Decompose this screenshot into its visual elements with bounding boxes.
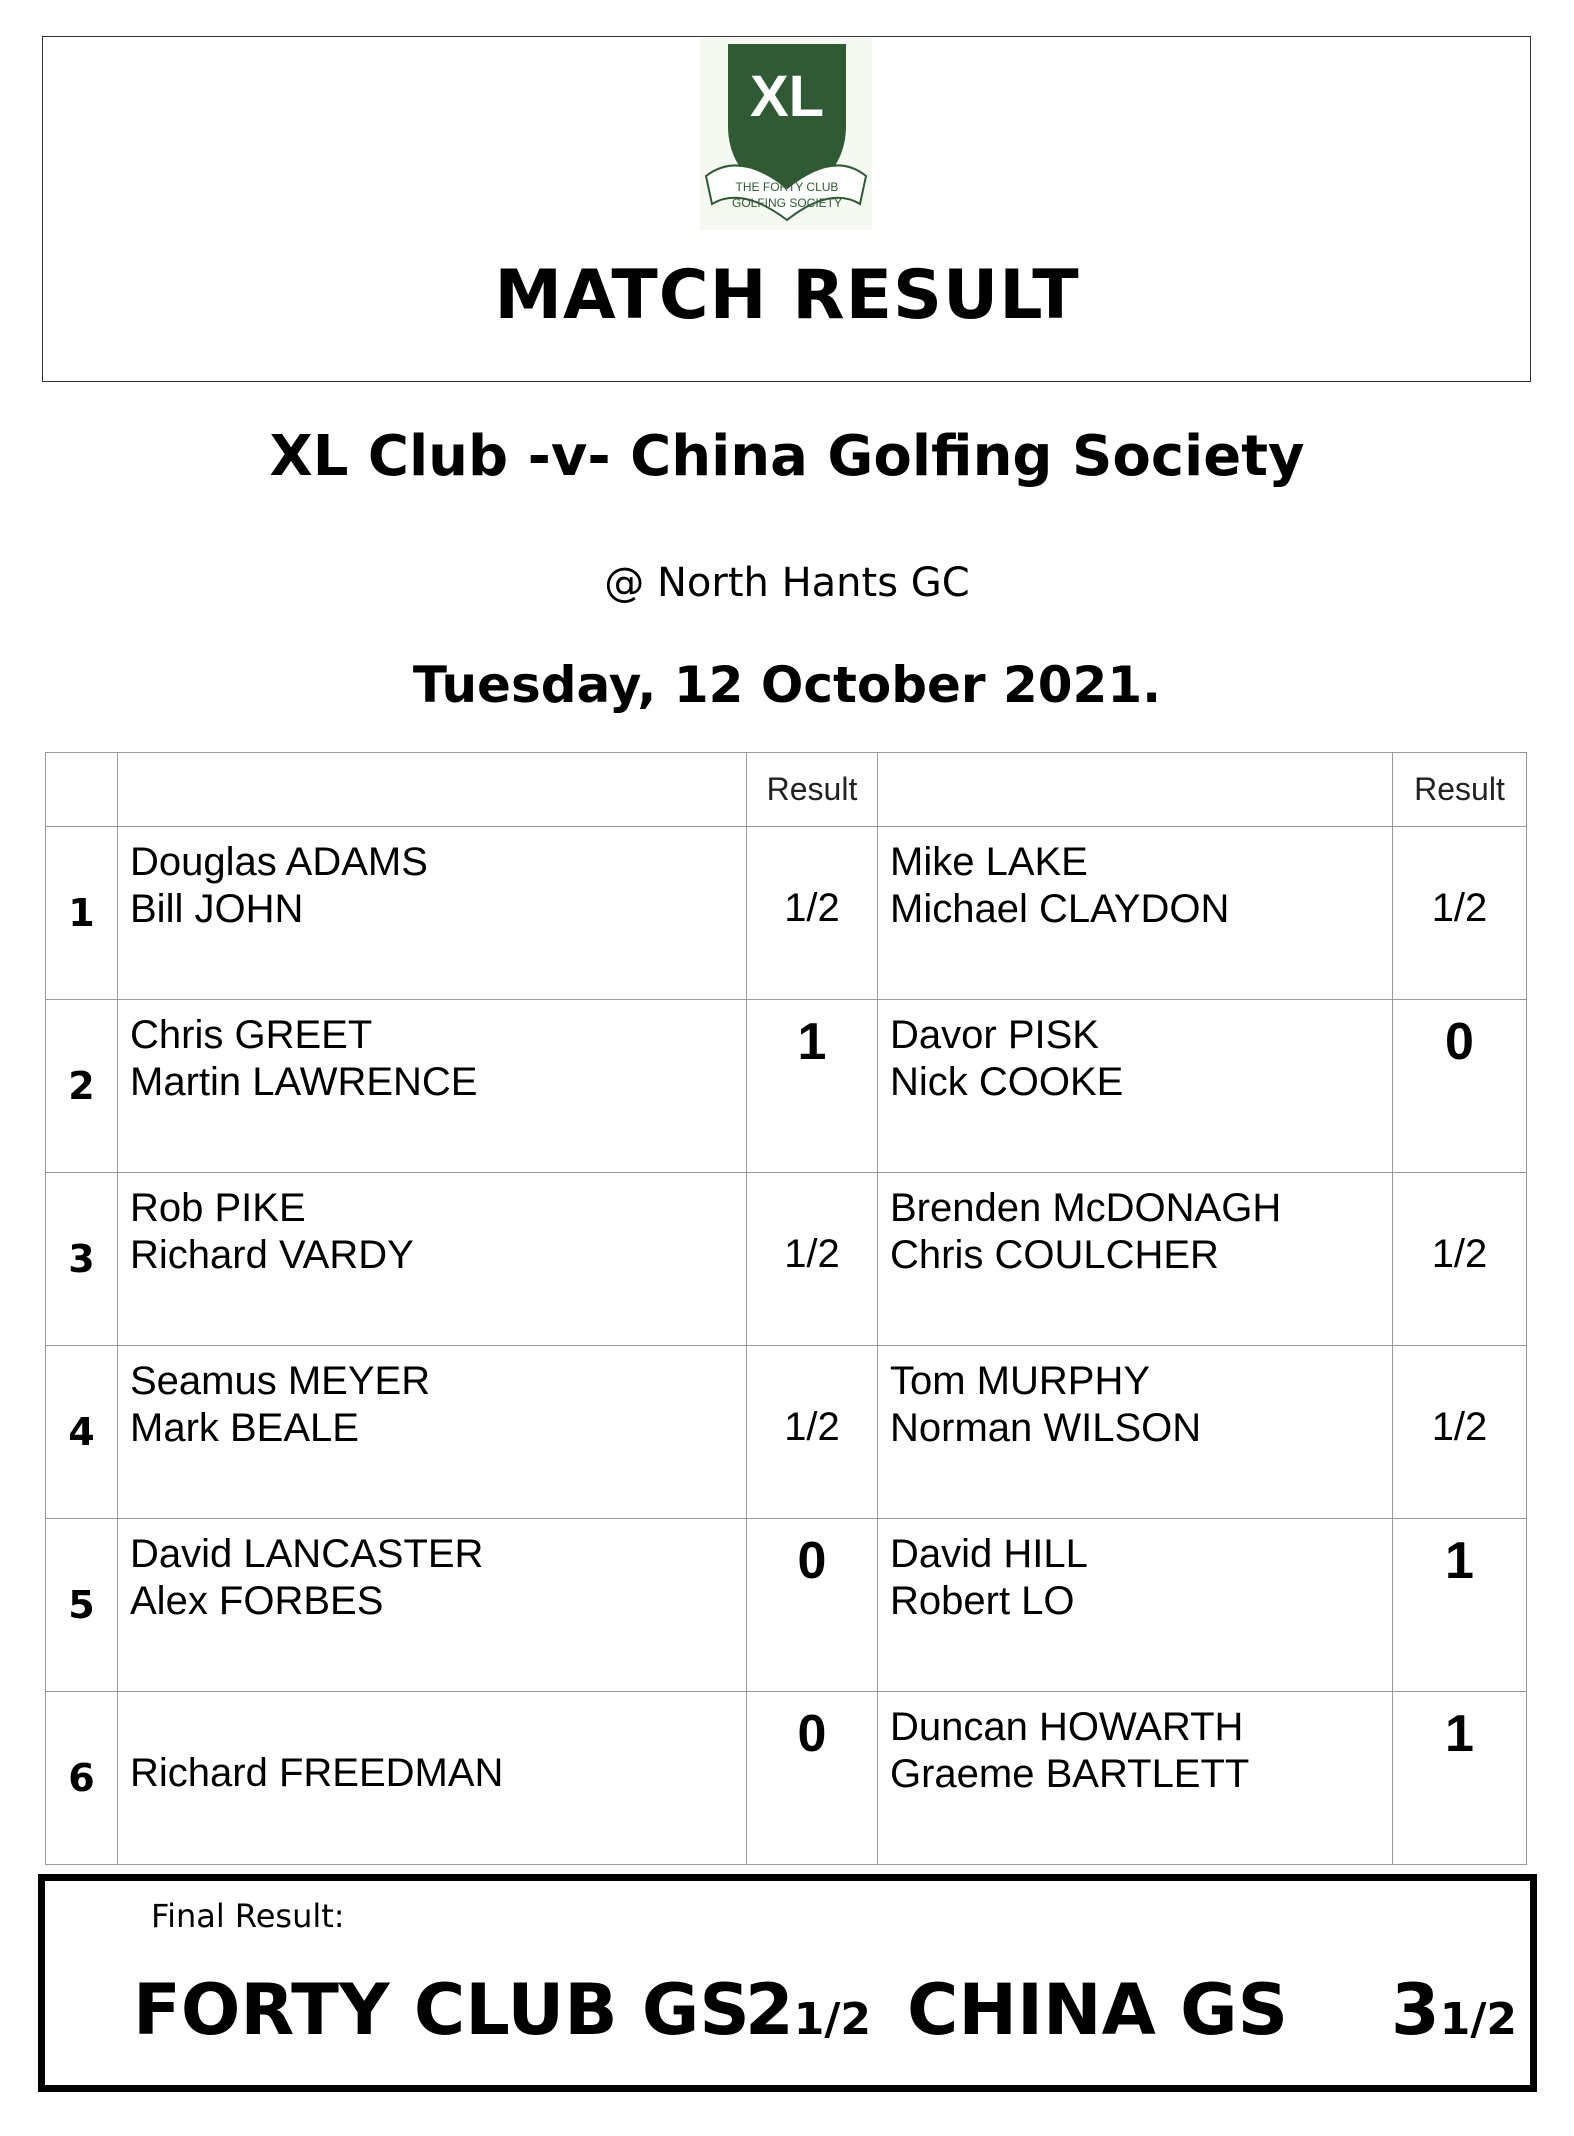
right-result-cell [1393, 1000, 1527, 1173]
player-name: Nick COOKE [890, 1060, 1124, 1104]
table-row [46, 1346, 1527, 1519]
match-date: Tuesday, 12 October 2021. [412, 656, 1162, 714]
right-result-cell [1393, 827, 1527, 1000]
left-result: 1/2 [784, 1405, 840, 1449]
player-name: Richard FREEDMAN [130, 1751, 504, 1795]
player-name: Davor PISK [890, 1013, 1099, 1057]
player-name: Chris GREET [130, 1013, 373, 1057]
player-name: Seamus MEYER [130, 1359, 431, 1403]
player-name: Douglas ADAMS [130, 840, 428, 884]
left-result: 0 [797, 1705, 827, 1763]
player-name: Tom MURPHY [890, 1359, 1151, 1403]
player-name: Duncan HOWARTH [890, 1705, 1244, 1749]
result-header-left: Result [747, 753, 878, 827]
fixture-title: XL Club -v- China Golfing Society [269, 424, 1305, 489]
left-result-cell [747, 1173, 878, 1346]
final-result-box [38, 1874, 1537, 2092]
result-header-right: Result [1393, 753, 1527, 827]
table-row [46, 827, 1527, 1000]
left-result-cell [747, 1692, 878, 1865]
left-result: 0 [797, 1532, 827, 1590]
player-name: Alex FORBES [130, 1579, 384, 1623]
right-players-cell [878, 1519, 1393, 1692]
left-players-cell [118, 1346, 747, 1519]
final-team2-score-fraction: 1/2 [1439, 1994, 1518, 2045]
player-name: David LANCASTER [130, 1532, 484, 1576]
table-row [46, 1519, 1527, 1692]
final-team2-name: CHINA GS [907, 1969, 1289, 2051]
right-result: 0 [1445, 1013, 1474, 1071]
right-players-cell [878, 1000, 1393, 1173]
table-row [46, 1692, 1527, 1865]
logo-ribbon-text-2: GOLFING SOCIETY [731, 196, 843, 210]
header-left-players-cell [118, 753, 747, 827]
right-result: 1 [1445, 1532, 1474, 1590]
final-team2-score [1391, 1969, 1517, 2051]
table-row [46, 1173, 1527, 1346]
table-header-row [46, 753, 1527, 827]
left-players-cell [118, 1519, 747, 1692]
left-players-cell [118, 1173, 747, 1346]
right-result-cell [1393, 1346, 1527, 1519]
match-number: 6 [46, 1692, 118, 1865]
match-number: 3 [46, 1173, 118, 1346]
right-players-cell [878, 1173, 1393, 1346]
final-team1-name: FORTY CLUB GS [133, 1969, 750, 2051]
player-name: Graeme BARTLETT [890, 1752, 1250, 1796]
right-result-cell [1393, 1519, 1527, 1692]
left-result-cell [747, 827, 878, 1000]
match-number: 1 [46, 827, 118, 1000]
right-players-cell [878, 1346, 1393, 1519]
final-result-label: Final Result: [151, 1897, 345, 1935]
player-name: Mark BEALE [130, 1406, 359, 1450]
results-table [45, 752, 1527, 1865]
left-players-cell [118, 1692, 747, 1865]
left-result: 1/2 [784, 1232, 840, 1276]
right-result: 1/2 [1431, 1232, 1488, 1276]
player-name: Chris COULCHER [890, 1233, 1219, 1277]
final-team1-score [745, 1969, 871, 2051]
match-result-title: MATCH RESULT [494, 256, 1080, 335]
right-players-cell [878, 827, 1393, 1000]
right-result: 1/2 [1431, 1405, 1488, 1449]
player-name: Richard VARDY [130, 1233, 414, 1277]
left-players-cell [118, 1000, 747, 1173]
player-name: David HILL [890, 1532, 1088, 1576]
match-number: 2 [46, 1000, 118, 1173]
left-players-cell [118, 827, 747, 1000]
xl-club-logo [700, 38, 872, 230]
player-name: Martin LAWRENCE [130, 1060, 478, 1104]
right-result: 1 [1445, 1705, 1474, 1763]
player-name: Norman WILSON [890, 1406, 1202, 1450]
player-name: Mike LAKE [890, 840, 1088, 884]
final-team1-score-whole: 2 [745, 1969, 794, 2051]
match-number: 5 [46, 1519, 118, 1692]
left-result-cell [747, 1346, 878, 1519]
header-right-players-cell [878, 753, 1393, 827]
right-players-cell [878, 1692, 1393, 1865]
player-name: Robert LO [890, 1579, 1075, 1623]
header-number-cell [46, 753, 118, 827]
right-result-cell [1393, 1692, 1527, 1865]
logo-ribbon-text-1: THE FORTY CLUB [735, 180, 839, 194]
final-team1-score-fraction: 1/2 [793, 1994, 872, 2045]
table-row [46, 1000, 1527, 1173]
player-name: Bill JOHN [130, 887, 304, 931]
left-result: 1/2 [784, 886, 840, 930]
match-number: 4 [46, 1346, 118, 1519]
player-name: Brenden McDONAGH [890, 1186, 1282, 1230]
logo-xl-text: XL [749, 64, 825, 129]
player-name: Rob PIKE [130, 1186, 306, 1230]
right-result-cell [1393, 1173, 1527, 1346]
final-team2-score-whole: 3 [1391, 1969, 1440, 2051]
venue: @ North Hants GC [604, 560, 970, 606]
left-result-cell [747, 1000, 878, 1173]
left-result: 1 [797, 1013, 827, 1071]
right-result: 1/2 [1431, 886, 1488, 930]
player-name: Michael CLAYDON [890, 887, 1230, 931]
left-result-cell [747, 1519, 878, 1692]
